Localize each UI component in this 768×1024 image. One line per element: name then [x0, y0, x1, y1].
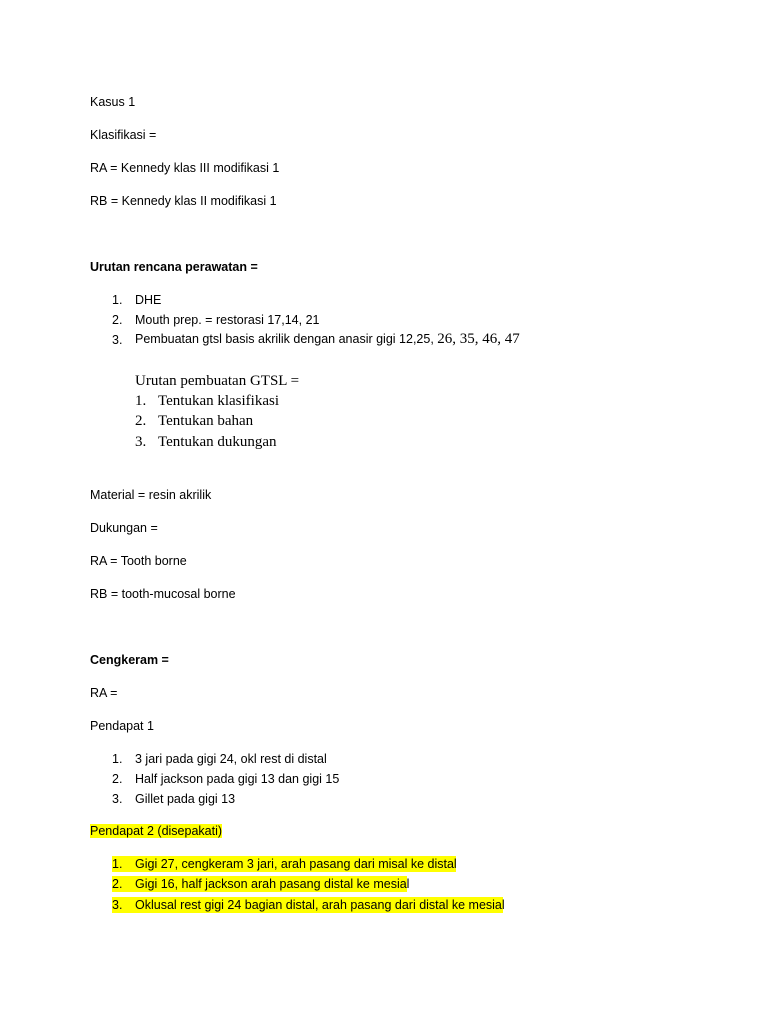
pendapat1-item-2: Half jackson pada gigi 13 dan gigi 15	[135, 772, 340, 786]
pembuatan-num-3: 3.	[135, 434, 147, 450]
pendapat2-num-2: 2.	[112, 877, 123, 891]
pendapat1-num-3: 3.	[112, 792, 123, 806]
rencana-heading: Urutan rencana perawatan =	[90, 260, 258, 274]
dukungan-heading: Dukungan =	[90, 521, 158, 535]
pendapat2-num-3: 3.	[112, 898, 123, 912]
cengkeram-ra: RA =	[90, 686, 118, 700]
rencana-num-2: 2.	[112, 313, 123, 327]
pembuatan-item-2: Tentukan bahan	[158, 413, 254, 429]
rencana-item-3-tail: 26, 35, 46, 47	[437, 331, 520, 347]
pembuatan-num-2: 2.	[135, 413, 147, 429]
pembuatan-item-3: Tentukan dukungan	[158, 434, 277, 450]
rencana-num-3: 3.	[112, 333, 123, 347]
pendapat2-item-1: Gigi 27, cengkeram 3 jari, arah pasang dari misal ke distal	[135, 857, 457, 871]
pendapat1-item-1: 3 jari pada gigi 24, okl rest di distal	[135, 752, 327, 766]
pembuatan-heading: Urutan pembuatan GTSL =	[135, 373, 300, 389]
rencana-item-2: Mouth prep. = restorasi 17,14, 21	[135, 313, 320, 327]
rencana-item-3	[135, 331, 520, 347]
pendapat1-item-3: Gillet pada gigi 13	[135, 792, 236, 806]
klasifikasi-ra: RA = Kennedy klas III modifikasi 1	[90, 161, 280, 175]
rencana-item-3-text: Pembuatan gtsl basis akrilik dengan anasir gigi 12,25,	[135, 332, 438, 346]
dukungan-ra: RA = Tooth borne	[90, 554, 187, 568]
pembuatan-num-1: 1.	[135, 393, 147, 409]
pendapat2-heading-row	[90, 823, 222, 839]
pendapat2-item-2: Gigi 16, half jackson arah pasang distal ke mesial	[135, 877, 410, 891]
pendapat2-num-1: 1.	[112, 857, 123, 871]
dukungan-rb: RB = tooth-mucosal borne	[90, 587, 236, 601]
pendapat2-item-3: Oklusal rest gigi 24 bagian distal, arah pasang dari distal ke mesial	[135, 898, 505, 912]
material-line: Material = resin akrilik	[90, 488, 212, 502]
pendapat1-heading: Pendapat 1	[90, 719, 154, 733]
klasifikasi-rb: RB = Kennedy klas II modifikasi 1	[90, 194, 277, 208]
cengkeram-heading: Cengkeram =	[90, 653, 169, 667]
pendapat1-num-1: 1.	[112, 752, 123, 766]
case-title: Kasus 1	[90, 95, 136, 109]
klasifikasi-heading: Klasifikasi =	[90, 128, 157, 142]
pendapat2-heading: Pendapat 2 (disepakati)	[90, 824, 223, 838]
rencana-item-1: DHE	[135, 293, 162, 307]
pembuatan-item-1: Tentukan klasifikasi	[158, 393, 280, 409]
pendapat1-num-2: 2.	[112, 772, 123, 786]
rencana-num-1: 1.	[112, 293, 123, 307]
